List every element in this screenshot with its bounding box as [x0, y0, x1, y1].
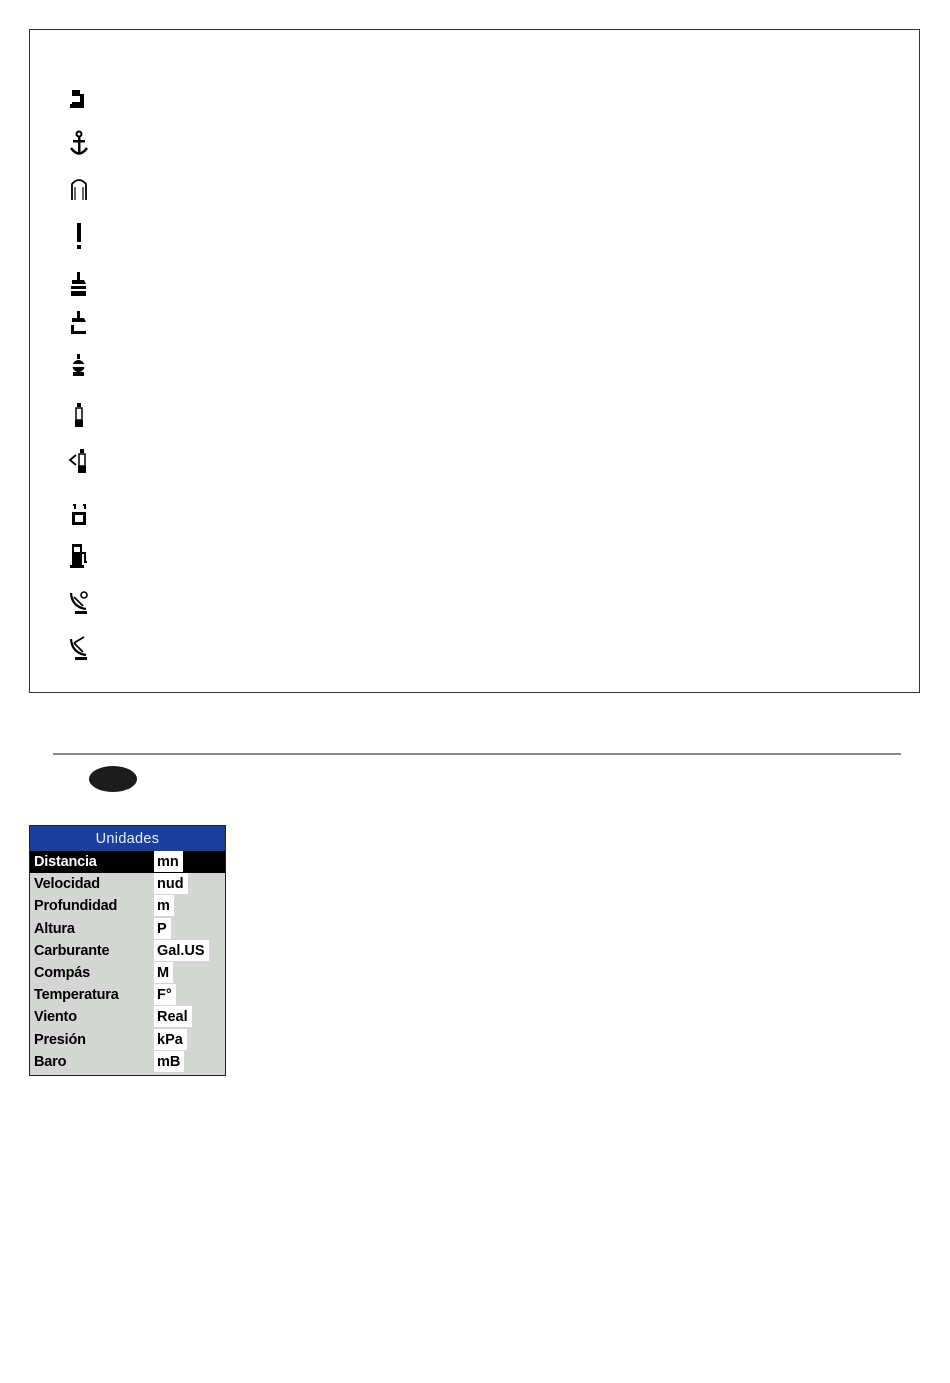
units-row-value[interactable]: m [154, 895, 174, 916]
units-row-value[interactable]: mn [154, 851, 183, 872]
waypoint-symbol-panel [29, 29, 920, 693]
units-row-compas[interactable] [30, 962, 225, 984]
boat-ramp-icon [66, 84, 92, 114]
units-row-label: Velocidad [34, 876, 100, 893]
units-row-value[interactable]: F° [154, 984, 176, 1005]
dock-icon [66, 308, 92, 338]
units-row-label: Temperatura [34, 987, 119, 1004]
units-row-label: Distancia [34, 854, 97, 870]
units-row-value[interactable]: nud [154, 873, 188, 894]
units-row-label: Baro [34, 1053, 67, 1070]
units-row-baro[interactable] [30, 1051, 225, 1073]
section-divider [53, 753, 901, 755]
units-row-presion[interactable] [30, 1029, 225, 1051]
units-row-velocidad[interactable] [30, 873, 225, 895]
units-row-temperatura[interactable] [30, 984, 225, 1006]
anchor-icon [66, 129, 92, 159]
units-row-profundidad[interactable] [30, 895, 225, 917]
beacon-icon [66, 446, 92, 476]
mooring-icon [66, 500, 92, 530]
units-row-label: Compás [34, 964, 91, 981]
units-row-value[interactable]: Gal.US [154, 940, 209, 961]
satellite-dish-alt-icon [66, 633, 92, 663]
units-row-value[interactable]: P [154, 918, 171, 939]
units-row-value[interactable]: mB [154, 1051, 184, 1072]
units-row-altura[interactable] [30, 918, 225, 940]
units-row-label: Presión [34, 1031, 86, 1048]
section-marker-badge [89, 766, 137, 792]
units-row-value[interactable]: M [154, 962, 173, 983]
exclamation-icon [66, 221, 92, 251]
units-row-value[interactable]: kPa [154, 1029, 187, 1050]
units-row-label: Viento [34, 1009, 77, 1026]
units-row-viento[interactable] [30, 1006, 225, 1028]
units-row-label: Carburante [34, 942, 110, 959]
buoy-icon [66, 351, 92, 381]
units-menu-screen [29, 825, 226, 1076]
units-menu-title: Unidades [30, 826, 225, 851]
units-row-carburante[interactable] [30, 940, 225, 962]
marina-icon [66, 270, 92, 300]
units-row-distancia[interactable] [30, 851, 225, 873]
units-row-label: Altura [34, 920, 75, 937]
units-menu-list [30, 851, 225, 1073]
satellite-dish-icon [66, 587, 92, 617]
bridge-icon [66, 174, 92, 204]
fuel-pump-icon [66, 541, 92, 571]
units-row-value[interactable]: Real [154, 1006, 192, 1027]
lighthouse-icon [66, 400, 92, 430]
units-row-label: Profundidad [34, 898, 118, 915]
